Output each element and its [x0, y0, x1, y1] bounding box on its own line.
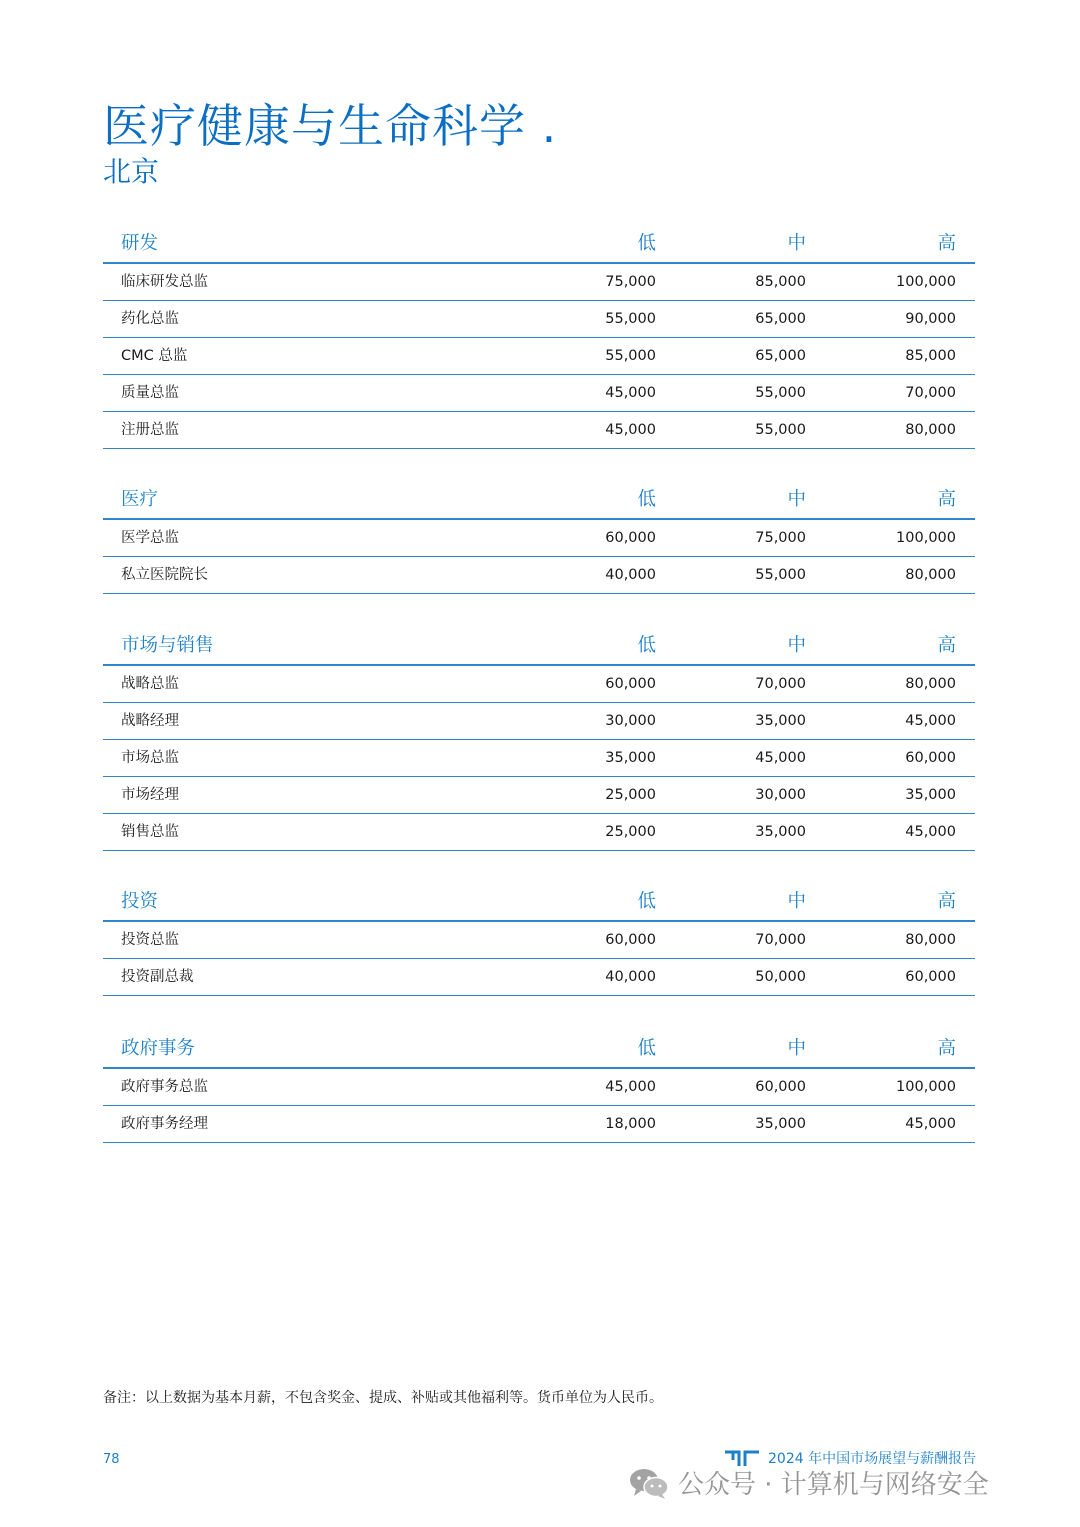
table-row	[103, 301, 975, 338]
salary-low: 30,000	[605, 713, 656, 729]
section-heading: 投资	[121, 891, 159, 912]
salary-low: 60,000	[605, 530, 656, 546]
salary-high: 100,000	[896, 1079, 956, 1095]
salary-low: 75,000	[605, 274, 656, 290]
column-header-low: 低	[637, 891, 656, 912]
salary-low: 60,000	[605, 932, 656, 948]
job-title: 政府事务总监	[121, 1079, 208, 1095]
footnote: 备注：以上数据为基本月薪，不包含奖金、提成、补贴或其他福利等。货币单位为人民币。	[103, 1390, 663, 1406]
column-header-mid: 中	[787, 891, 806, 912]
column-header-high: 高	[937, 635, 956, 656]
salary-low: 40,000	[605, 969, 656, 985]
job-title: 私立医院院长	[121, 567, 208, 583]
section-heading: 医疗	[121, 489, 159, 510]
salary-low: 55,000	[605, 348, 656, 364]
salary-high: 70,000	[905, 385, 956, 401]
table-header-row	[103, 1031, 975, 1069]
salary-mid: 75,000	[755, 530, 806, 546]
salary-low: 60,000	[605, 676, 656, 692]
salary-mid: 35,000	[755, 1116, 806, 1132]
column-header-low: 低	[637, 489, 656, 510]
salary-high: 80,000	[905, 567, 956, 583]
column-header-low: 低	[637, 1038, 656, 1059]
salary-mid: 65,000	[755, 311, 806, 327]
salary-low: 40,000	[605, 567, 656, 583]
wechat-icon	[628, 1466, 670, 1500]
table-row	[103, 520, 975, 557]
salary-mid: 35,000	[755, 713, 806, 729]
job-title: 政府事务经理	[121, 1116, 208, 1132]
section-heading: 市场与销售	[121, 635, 214, 656]
salary-mid: 70,000	[755, 932, 806, 948]
salary-mid: 85,000	[755, 274, 806, 290]
job-title: 药化总监	[121, 311, 179, 327]
page-title: 医疗健康与生命科学 .	[103, 99, 558, 153]
salary-mid: 30,000	[755, 787, 806, 803]
salary-low: 18,000	[605, 1116, 656, 1132]
column-header-high: 高	[937, 1038, 956, 1059]
page-number: 78	[103, 1452, 120, 1467]
column-header-mid: 中	[787, 233, 806, 254]
table-row	[103, 703, 975, 740]
salary-high: 45,000	[905, 1116, 956, 1132]
salary-high: 100,000	[896, 530, 956, 546]
table-row	[103, 922, 975, 959]
salary-low: 35,000	[605, 750, 656, 766]
table-header-row	[103, 226, 975, 264]
salary-low: 25,000	[605, 787, 656, 803]
salary-high: 90,000	[905, 311, 956, 327]
salary-high: 80,000	[905, 422, 956, 438]
salary-table-marketing-sales	[103, 628, 975, 851]
wechat-watermark	[628, 1464, 989, 1501]
column-header-mid: 中	[787, 1038, 806, 1059]
table-row	[103, 375, 975, 412]
job-title: 战略总监	[121, 676, 179, 692]
salary-high: 45,000	[905, 824, 956, 840]
table-row	[103, 740, 975, 777]
job-title: 市场总监	[121, 750, 179, 766]
salary-high: 60,000	[905, 750, 956, 766]
job-title: 注册总监	[121, 422, 179, 438]
table-row	[103, 264, 975, 301]
salary-high: 45,000	[905, 713, 956, 729]
job-title: 市场经理	[121, 787, 179, 803]
salary-mid: 50,000	[755, 969, 806, 985]
table-row	[103, 338, 975, 375]
table-row	[103, 777, 975, 814]
salary-high: 85,000	[905, 348, 956, 364]
salary-mid: 55,000	[755, 385, 806, 401]
page-subtitle-city: 北京	[103, 155, 160, 188]
salary-mid: 65,000	[755, 348, 806, 364]
job-title: 投资副总裁	[121, 969, 194, 985]
salary-table-investment	[103, 884, 975, 996]
column-header-high: 高	[937, 233, 956, 254]
salary-table-government-affairs	[103, 1031, 975, 1143]
salary-low: 25,000	[605, 824, 656, 840]
salary-table-medical	[103, 482, 975, 594]
watermark-text: 公众号 · 计算机与网络安全	[678, 1470, 989, 1500]
table-header-row	[103, 884, 975, 922]
table-row	[103, 412, 975, 449]
table-row	[103, 1069, 975, 1106]
table-header-row	[103, 482, 975, 520]
salary-high: 35,000	[905, 787, 956, 803]
column-header-low: 低	[637, 233, 656, 254]
salary-mid: 35,000	[755, 824, 806, 840]
salary-low: 45,000	[605, 1079, 656, 1095]
job-title: CMC 总监	[121, 348, 188, 364]
salary-low: 55,000	[605, 311, 656, 327]
salary-mid: 60,000	[755, 1079, 806, 1095]
salary-high: 80,000	[905, 676, 956, 692]
table-row	[103, 666, 975, 703]
table-row	[103, 814, 975, 851]
salary-mid: 45,000	[755, 750, 806, 766]
salary-table-rd	[103, 226, 975, 449]
job-title: 战略经理	[121, 713, 179, 729]
column-header-mid: 中	[787, 489, 806, 510]
column-header-mid: 中	[787, 635, 806, 656]
job-title: 销售总监	[121, 824, 179, 840]
salary-low: 45,000	[605, 385, 656, 401]
job-title: 临床研发总监	[121, 274, 208, 290]
salary-high: 80,000	[905, 932, 956, 948]
table-row	[103, 1106, 975, 1143]
table-header-row	[103, 628, 975, 666]
salary-low: 45,000	[605, 422, 656, 438]
salary-high: 100,000	[896, 274, 956, 290]
table-row	[103, 557, 975, 594]
column-header-high: 高	[937, 489, 956, 510]
table-row	[103, 959, 975, 996]
salary-mid: 55,000	[755, 422, 806, 438]
section-heading: 政府事务	[121, 1038, 196, 1059]
job-title: 投资总监	[121, 932, 179, 948]
report-title: 2024 年中国市场展望与薪酬报告	[768, 1451, 977, 1467]
job-title: 医学总监	[121, 530, 179, 546]
column-header-low: 低	[637, 635, 656, 656]
section-heading: 研发	[121, 233, 159, 254]
job-title: 质量总监	[121, 385, 179, 401]
salary-mid: 55,000	[755, 567, 806, 583]
salary-high: 60,000	[905, 969, 956, 985]
salary-mid: 70,000	[755, 676, 806, 692]
column-header-high: 高	[937, 891, 956, 912]
